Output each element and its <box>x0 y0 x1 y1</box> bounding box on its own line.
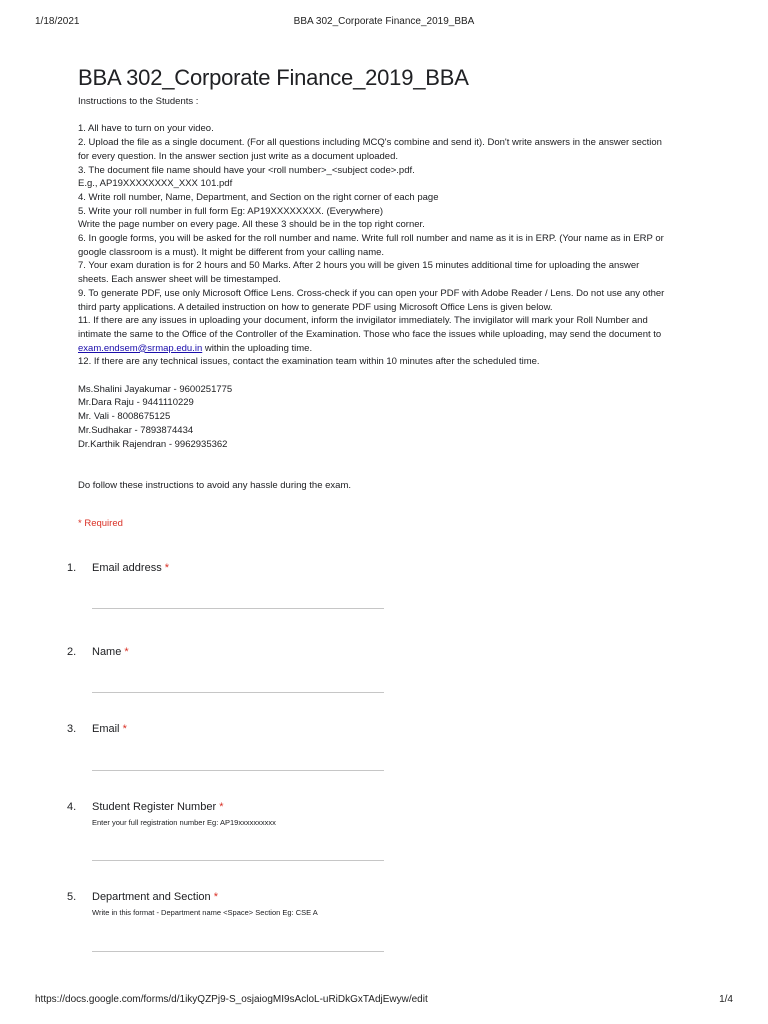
question-label: Name * <box>92 646 129 658</box>
form-header <box>78 62 678 492</box>
contact-line: Mr.Dara Raju - 9441110229 <box>78 397 194 409</box>
question-number: 5. <box>67 891 77 903</box>
required-note: * Required <box>78 518 123 529</box>
question-label: Email address * <box>92 562 170 574</box>
item11-text-end: within the uploading time. <box>202 342 313 354</box>
question-help-text: Write in this format - Department name <Space> Section Eg: CSE A <box>92 908 318 917</box>
question-number: 4. <box>67 801 77 813</box>
question-number: 3. <box>67 723 77 735</box>
required-star: * <box>124 646 129 658</box>
description-line: 3. The document file name should have your <roll number>_<subject code>.pdf. <box>78 164 415 176</box>
question-label: Department and Section * <box>92 891 218 903</box>
description-line: E.g., AP19XXXXXXXX_XXX 101.pdf <box>78 178 233 190</box>
contact-line: Mr. Vali - 8008675125 <box>78 411 171 423</box>
description-line: 9. To generate PDF, use only Microsoft Office Lens. Cross-check if you can open your PDF with Adobe Reader / Lens. Do not use any other third party applications. A detailed instruction on how to generate PDF using Microsoft Office Lens is given below. <box>78 287 665 313</box>
blank-line <box>78 109 668 123</box>
description-line: 1. All have to turn on your video. <box>78 123 214 135</box>
question-help-text: Enter your full registration number Eg: AP19xxxxxxxxxx <box>92 818 276 827</box>
description-line: 6. In google forms, you will be asked for the roll number and name. Write full roll number and name as it is in ERP. (Your name as in ERP or google classroom is a must). It might be different from your calling name. <box>78 233 664 258</box>
name-input[interactable] <box>92 692 384 693</box>
department-section-input[interactable] <box>92 951 384 952</box>
question-label: Student Register Number * <box>92 801 224 813</box>
item11-text: 11. If there are any issues in uploading your document, inform the invigilator immediately. The invigilator will mark your Roll Number and intimate the same to the Office of the Controller of the Examination. Those who face the issues while uploading, may send the document to <box>78 315 662 340</box>
blank-line <box>78 451 668 465</box>
required-star: * <box>213 891 218 903</box>
form-description <box>78 95 668 492</box>
email-input[interactable] <box>92 770 384 771</box>
required-star: * <box>122 723 127 735</box>
print-page-number: 1/4 <box>719 994 733 1005</box>
description-line-12: 12. If there are any technical issues, contact the examination team within 10 minutes after the scheduled time. <box>78 356 540 368</box>
description-line-11 <box>78 314 668 355</box>
description-line: 2. Upload the file as a single document. (For all questions including MCQ's combine and send it). Don't write answers in the answer section for every question. In the answer section just write as a document uploaded. <box>78 137 662 162</box>
contact-line: Dr.Karthik Rajendran - 9962935362 <box>78 438 228 450</box>
register-number-input[interactable] <box>92 860 384 861</box>
closing-line: Do follow these instructions to avoid any hassle during the exam. <box>78 479 352 491</box>
print-date: 1/18/2021 <box>35 16 80 27</box>
question-number: 1. <box>67 562 77 574</box>
question-number: 2. <box>67 646 77 658</box>
description-line: Instructions to the Students : <box>78 96 199 107</box>
blank-line <box>78 369 668 383</box>
email-address-input[interactable] <box>92 608 384 609</box>
question-label: Email * <box>92 723 127 735</box>
form-title: BBA 302_Corporate Finance_2019_BBA <box>78 65 469 90</box>
contact-line: Ms.Shalini Jayakumar - 9600251775 <box>78 383 233 395</box>
print-url: https://docs.google.com/forms/d/1ikyQZPj9-S_osjaiogMI9sAcloL-uRiDkGxTAdjEwyw/edit <box>35 994 428 1005</box>
required-star: * <box>219 801 224 813</box>
blank-line <box>78 465 668 479</box>
required-star: * <box>164 562 170 574</box>
exam-email-link[interactable]: exam.endsem@srmap.edu.in <box>78 342 203 354</box>
description-line: 4. Write roll number, Name, Department, and Section on the right corner of each page <box>78 191 439 203</box>
contact-line: Mr.Sudhakar - 7893874434 <box>78 424 194 436</box>
print-title: BBA 302_Corporate Finance_2019_BBA <box>293 16 475 27</box>
description-line: 5. Write your roll number in full form Eg: AP19XXXXXXXX. (Everywhere) <box>78 205 383 217</box>
description-line: Write the page number on every page. All these 3 should be in the top right corner. <box>78 219 425 231</box>
description-line: 7. Your exam duration is for 2 hours and 50 Marks. After 2 hours you will be given 15 minutes additional time for uploading the answer sheets. Each answer sheet will be timestamped. <box>78 260 640 286</box>
